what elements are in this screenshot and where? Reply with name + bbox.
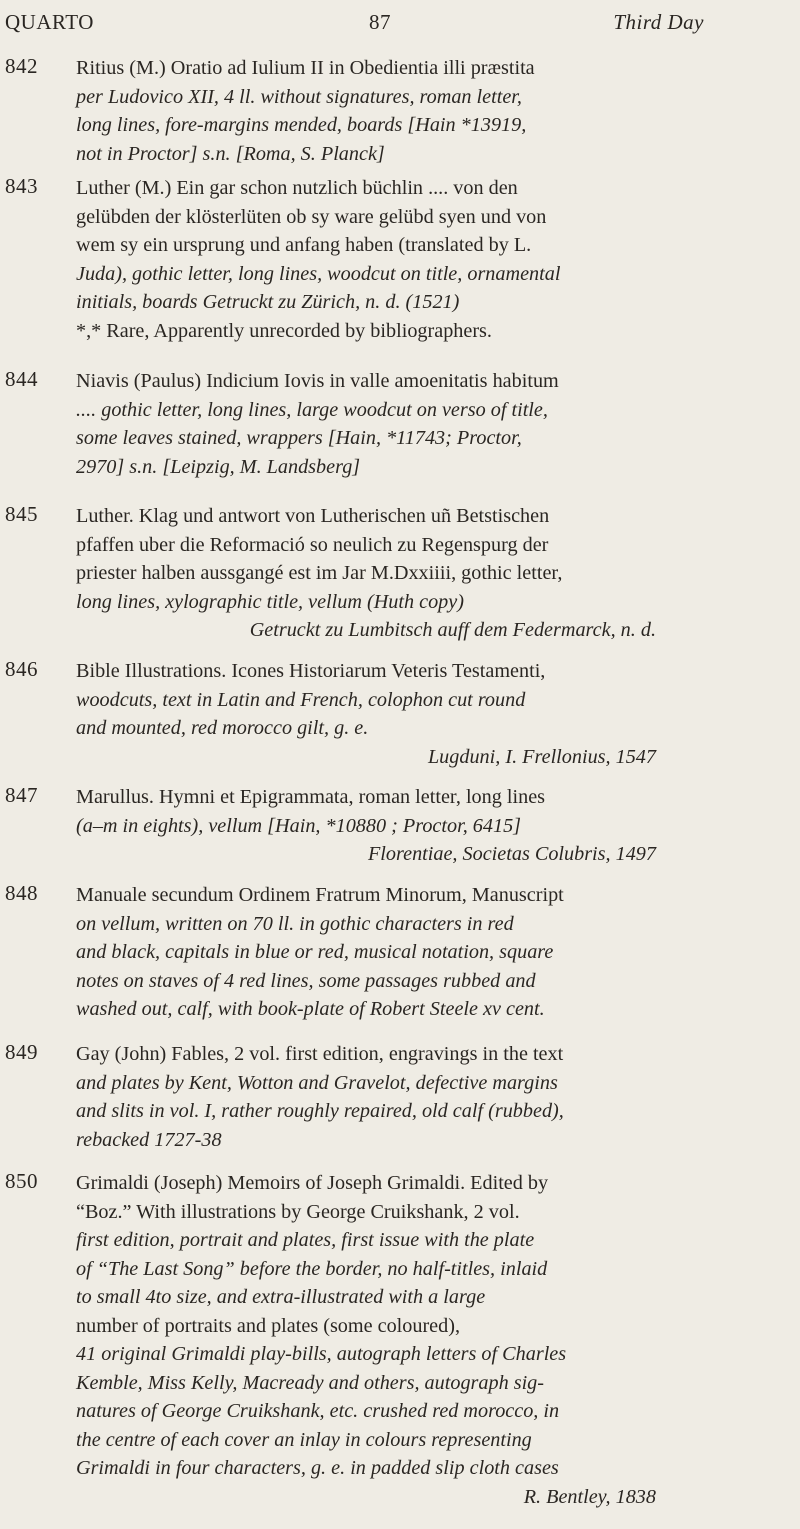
description-line: 41 original Grimaldi play-bills, autograph letters of Charles <box>76 1343 567 1365</box>
lot-number: 847 <box>5 783 38 807</box>
lot-entry <box>0 367 800 502</box>
lot-entry <box>0 54 800 174</box>
sale-day-heading: Third Day <box>613 10 704 34</box>
lot-number: 850 <box>5 1169 38 1193</box>
description-line: woodcuts, text in Latin and French, colophon cut round <box>76 688 526 711</box>
description-line: initials, boards Getruckt zu Zürich, n. d. (1521) <box>76 291 460 313</box>
description-line: Marullus. Hymni et Epigrammata, roman letter, long lines <box>76 786 546 808</box>
lot-entry <box>0 1169 800 1529</box>
lot-number: 845 <box>5 502 38 526</box>
imprint-line: R. Bentley, 1838 <box>523 1485 656 1508</box>
description-line: gelübden der klösterlüten ob sy ware gelübd syen und von <box>76 205 547 228</box>
lot-number: 842 <box>5 54 38 78</box>
description-line: Kemble, Miss Kelly, Macready and others, autograph sig- <box>76 1371 544 1394</box>
description-line: priester halben aussgangé est im Jar M.Dxxiiii, gothic letter, <box>76 562 563 584</box>
description-line: natures of George Cruikshank, etc. crushed red morocco, in <box>76 1400 560 1422</box>
lot-description <box>76 367 716 481</box>
lot-description <box>76 1040 716 1154</box>
lot-entries <box>0 54 800 1529</box>
description-line: per Ludovico XII, 4 ll. without signatures, roman letter, <box>76 85 522 108</box>
description-line: and plates by Kent, Wotton and Gravelot, defective margins <box>76 1071 558 1094</box>
lot-number: 849 <box>5 1040 38 1064</box>
description-line: Juda), gothic letter, long lines, woodcut on title, ornamental <box>76 262 561 285</box>
description-line: of “The Last Song” before the border, no half-titles, inlaid <box>76 1257 548 1280</box>
lot-description <box>76 54 716 168</box>
description-line: washed out, calf, with book-plate of Robert Steele xv cent. <box>76 998 545 1020</box>
lot-number: 843 <box>5 174 38 198</box>
description-line: “Boz.” With illustrations by George Cruikshank, 2 vol. <box>76 1200 520 1223</box>
lot-description <box>76 783 716 869</box>
lot-entry <box>0 174 800 367</box>
description-line: Luther. Klag und antwort von Lutherischen uñ Betstischen <box>76 505 550 527</box>
description-line: notes on staves of 4 red lines, some passages rubbed and <box>76 969 536 992</box>
lot-entry <box>0 657 800 783</box>
description-line: on vellum, written on 70 ll. in gothic characters in red <box>76 912 514 935</box>
format-heading: QUARTO <box>5 10 94 34</box>
running-head <box>0 10 800 42</box>
description-line: long lines, xylographic title, vellum (Huth copy) <box>76 590 464 613</box>
imprint-line: Lugduni, I. Frellonius, 1547 <box>427 745 656 768</box>
description-line: Niavis (Paulus) Indicium Iovis in valle amoenitatis habitum <box>76 370 559 392</box>
description-line: pfaffen uber die Reformació so neulich zu Regenspurg der <box>76 533 549 556</box>
description-line: not in Proctor] s.n. [Roma, S. Planck] <box>76 142 385 165</box>
lot-entry <box>0 783 800 881</box>
description-line: and slits in vol. I, rather roughly repaired, old calf (rubbed), <box>76 1100 564 1122</box>
lot-entry <box>0 502 800 657</box>
imprint-line: Florentiae, Societas Colubris, 1497 <box>367 843 656 865</box>
description-line: Bible Illustrations. Icones Historiarum Veteris Testamenti, <box>76 660 546 682</box>
description-line: Manuale secundum Ordinem Fratrum Minorum, Manuscript <box>76 884 564 906</box>
lot-description <box>76 174 716 345</box>
description-line: to small 4to size, and extra-illustrated with a large <box>76 1286 486 1308</box>
description-line: Grimaldi in four characters, g. e. in padded slip cloth cases <box>76 1457 559 1479</box>
page-number: 87 <box>369 10 391 34</box>
description-line: Grimaldi (Joseph) Memoirs of Joseph Grimaldi. Edited by <box>76 1172 549 1194</box>
lot-entry <box>0 881 800 1040</box>
description-note: *,* Rare, Apparently unrecorded by bibliographers. <box>76 319 492 342</box>
lot-description <box>76 881 716 1024</box>
lot-description <box>76 502 716 645</box>
lot-description <box>76 1169 716 1511</box>
description-line: rebacked 1727-38 <box>76 1128 222 1151</box>
lot-number: 848 <box>5 881 38 905</box>
lot-number: 844 <box>5 367 38 391</box>
lot-description <box>76 657 716 771</box>
description-line: (a–m in eights), vellum [Hain, *10880 ; Proctor, 6415] <box>76 814 522 837</box>
description-line: Ritius (M.) Oratio ad Iulium II in Obedientia illi præstita <box>76 57 535 79</box>
description-line: and black, capitals in blue or red, musical notation, square <box>76 941 554 963</box>
description-line: wem sy ein ursprung und anfang haben (translated by L. <box>76 234 532 256</box>
lot-number: 846 <box>5 657 38 681</box>
imprint-line: Getruckt zu Lumbitsch auff dem Federmarck, n. d. <box>249 619 656 641</box>
lot-entry <box>0 1040 800 1169</box>
description-line: long lines, fore-margins mended, boards [Hain *13919, <box>76 114 527 136</box>
description-line: the centre of each cover an inlay in colours representing <box>76 1428 532 1451</box>
description-line: some leaves stained, wrappers [Hain, *11743; Proctor, <box>76 427 522 449</box>
description-line: .... gothic letter, long lines, large woodcut on verso of title, <box>76 398 548 421</box>
description-line: Gay (John) Fables, 2 vol. first edition, engravings in the text <box>76 1043 564 1065</box>
description-line: first edition, portrait and plates, first issue with the plate <box>76 1229 535 1251</box>
description-line: Luther (M.) Ein gar schon nutzlich büchlin .... von den <box>76 177 518 199</box>
description-line: and mounted, red morocco gilt, g. e. <box>76 717 369 739</box>
description-line: number of portraits and plates (some coloured), <box>76 1314 461 1337</box>
description-line: 2970] s.n. [Leipzig, M. Landsberg] <box>76 455 361 478</box>
